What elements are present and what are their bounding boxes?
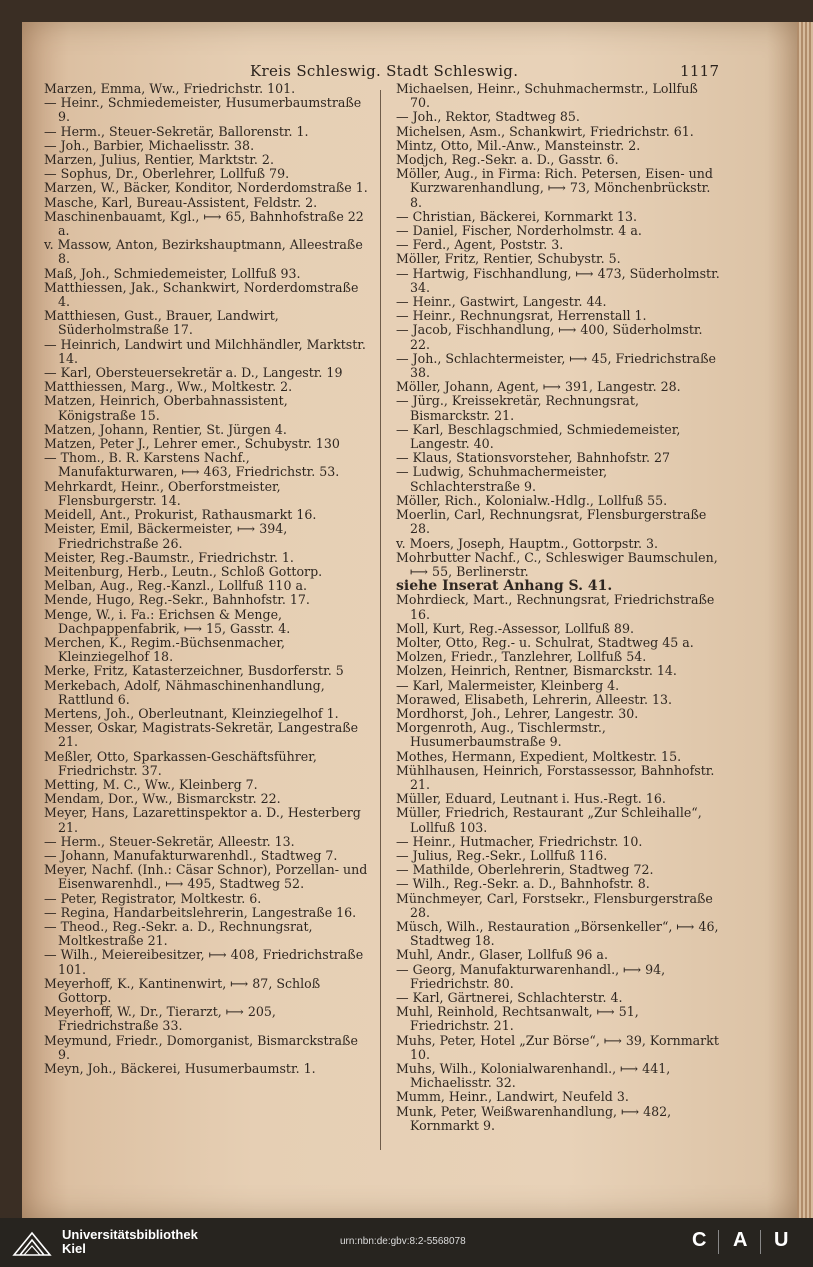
directory-entry: Möller, Johann, Agent, ⟼ 391, Langestr. 28. <box>396 379 681 395</box>
directory-entry: — Peter, Registrator, Moltkestr. 6. <box>44 890 262 906</box>
directory-entry: — Heinrich, Landwirt und Milchhändler, Marktstr. 14. <box>44 336 366 366</box>
directory-entry: Mehrkardt, Heinr., Oberforstmeister, Flensburgerstr. 14. <box>44 478 281 508</box>
cau-separator <box>760 1230 761 1254</box>
directory-entry: Möller, Rich., Kolonialw.-Hdlg., Lollfuß 55. <box>396 492 668 508</box>
directory-entry: Munk, Peter, Weißwarenhandlung, ⟼ 482, Kornmarkt 9. <box>396 1103 672 1133</box>
directory-entry: — Herm., Steuer-Sekretär, Ballorenstr. 1. <box>44 123 309 139</box>
directory-entry: Marzen, Emma, Ww., Friedrichstr. 101. <box>44 81 296 96</box>
directory-entry: — Karl, Malermeister, Kleinberg 4. <box>396 677 620 693</box>
directory-entry: Möller, Aug., in Firma: Rich. Petersen, Eisen- und Kurzwarenhandlung, ⟼ 73, Mönchenbrückstr. 8. <box>396 166 713 210</box>
directory-entry: Moll, Kurt, Reg.-Assessor, Lollfuß 89. <box>396 620 634 636</box>
directory-entry: Möller, Fritz, Rentier, Schubystr. 5. <box>396 251 621 267</box>
directory-entry: Matthiessen, Jak., Schankwirt, Norderdomstraße 4. <box>44 279 359 310</box>
directory-entry: Matthiesen, Gust., Brauer, Landwirt, Süderholmstraße 17. <box>44 308 279 338</box>
directory-entry: — Karl, Obersteuersekretär a. D., Langestr. 19 <box>44 365 343 381</box>
directory-entry: Marzen, W., Bäcker, Konditor, Norderdomstraße 1. <box>44 180 368 196</box>
directory-entry: — Heinr., Rechnungsrat, Herrenstall 1. <box>396 308 647 324</box>
directory-entry: Mühlhausen, Heinrich, Forstassessor, Bahnhofstr. 21. <box>396 762 715 792</box>
urn-identifier: urn:nbn:de:gbv:8:2-5568078 <box>340 1236 466 1247</box>
left-column <box>44 82 369 1076</box>
directory-entry: Meidell, Ant., Prokurist, Rathausmarkt 16. <box>44 507 317 523</box>
page-number: 1117 <box>680 62 720 80</box>
directory-entry: Messer, Oskar, Magistrats-Sekretär, Langestraße 21. <box>44 720 359 750</box>
directory-entry: — Hartwig, Fischhandlung, ⟼ 473, Süderholmstr. 34. <box>396 265 720 295</box>
directory-entry: — Joh., Schlachtermeister, ⟼ 45, Friedrichstraße 38. <box>396 350 716 381</box>
directory-entry: Müsch, Wilh., Restauration „Börsenkeller“, ⟼ 46, Stadtweg 18. <box>396 918 719 949</box>
directory-entry: — Jürg., Kreissekretär, Rechnungsrat, Bismarckstr. 21. <box>396 393 640 423</box>
directory-entry: — Karl, Beschlagschmied, Schmiedemeister, Langestr. 40. <box>396 421 681 452</box>
directory-entry: Mohrbutter Nachf., C., Schleswiger Baumschulen, ⟼ 55, Berlinerstr. <box>396 549 718 579</box>
directory-entry: — Georg, Manufakturwarenhandl., ⟼ 94, Friedrichstr. 80. <box>396 961 666 991</box>
directory-entry: v. Moers, Joseph, Hauptm., Gottorpstr. 3. <box>396 535 659 551</box>
directory-entry: — Mathilde, Oberlehrerin, Stadtweg 72. <box>396 862 654 878</box>
viewer-footer <box>0 1218 813 1267</box>
directory-entry: Mordhorst, Joh., Lehrer, Langestr. 30. <box>396 705 639 721</box>
directory-entry: Morgenroth, Aug., Tischlermstr., Husumerbaumstraße 9. <box>396 720 606 750</box>
directory-entry: — Herm., Steuer-Sekretär, Alleestr. 13. <box>44 833 295 849</box>
directory-entry: — Ferd., Agent, Poststr. 3. <box>396 237 564 253</box>
directory-entry: Muhl, Andr., Glaser, Lollfuß 96 a. <box>396 947 608 963</box>
directory-entry: Münchmeyer, Carl, Forstsekr., Flensburgerstraße 28. <box>396 890 713 920</box>
directory-entry: Meister, Reg.-Baumstr., Friedrichstr. 1. <box>44 549 294 565</box>
page-stack-edge <box>797 22 813 1218</box>
directory-entry: Meitenburg, Herb., Leutn., Schloß Gottorp. <box>44 563 323 579</box>
directory-entry: Maß, Joh., Schmiedemeister, Lollfuß 93. <box>44 265 301 281</box>
cau-letter-a: A <box>733 1229 748 1251</box>
directory-entry: Muhl, Reinhold, Rechtsanwalt, ⟼ 51, Friedrichstr. 21. <box>396 1004 639 1034</box>
directory-entry: Muhs, Peter, Hotel „Zur Börse“, ⟼ 39, Kornmarkt 10. <box>396 1032 719 1062</box>
directory-entry: — Thom., B. R. Karstens Nachf., Manufakturwaren, ⟼ 463, Friedrichstr. 53. <box>44 450 340 480</box>
directory-entry: Melban, Aug., Reg.-Kanzl., Lollfuß 110 a. <box>44 578 308 594</box>
directory-entry: Michelsen, Asm., Schankwirt, Friedrichstr. 61. <box>396 123 694 139</box>
directory-entry: — Julius, Reg.-Sekr., Lollfuß 116. <box>396 847 608 863</box>
directory-entry: Mothes, Hermann, Expedient, Moltkestr. 15. <box>396 748 682 764</box>
directory-entry: Maschinenbauamt, Kgl., ⟼ 65, Bahnhofstraße 22 a. <box>44 208 364 239</box>
directory-entry: v. Massow, Anton, Bezirkshauptmann, Alleestraße 8. <box>44 237 363 267</box>
directory-entry: Marzen, Julius, Rentier, Marktstr. 2. <box>44 152 274 168</box>
directory-entry: Meßler, Otto, Sparkassen-Geschäftsführer, Friedrichstr. 37. <box>44 748 317 778</box>
directory-entry: Matzen, Peter J., Lehrer emer., Schubystr. 130 <box>44 436 340 452</box>
directory-entry: Meyerhoff, W., Dr., Tierarzt, ⟼ 205, Friedrichstraße 33. <box>44 1004 276 1034</box>
directory-entry: — Joh., Barbier, Michaelisstr. 38. <box>44 137 255 153</box>
directory-entry: Matzen, Heinrich, Oberbahnassistent, Königstraße 15. <box>44 393 288 423</box>
running-header: Kreis Schleswig. Stadt Schleswig. <box>250 62 519 80</box>
directory-entry: — Wilh., Reg.-Sekr. a. D., Bahnhofstr. 8. <box>396 876 650 892</box>
directory-entry: Meyer, Hans, Lazarettinspektor a. D., Hesterberg 21. <box>44 805 361 835</box>
directory-entry: — Christian, Bäckerei, Kornmarkt 13. <box>396 208 637 224</box>
directory-entry: Mende, Hugo, Reg.-Sekr., Bahnhofstr. 17. <box>44 592 310 608</box>
cau-letter-c: C <box>692 1229 707 1251</box>
directory-entry: Metting, M. C., Ww., Kleinberg 7. <box>44 776 258 792</box>
directory-entry: — Heinr., Hutmacher, Friedrichstr. 10. <box>396 833 643 849</box>
directory-entry: — Klaus, Stationsvorsteher, Bahnhofstr. 27 <box>396 450 670 466</box>
library-name <box>62 1228 198 1256</box>
directory-entry: — Jacob, Fischhandlung, ⟼ 400, Süderholmstr. 22. <box>396 322 703 352</box>
directory-entry: — Karl, Gärtnerei, Schlachterstr. 4. <box>396 990 623 1005</box>
directory-entry: Mertens, Joh., Oberleutnant, Kleinziegelhof 1. <box>44 705 339 721</box>
directory-entry: — Wilh., Meiereibesitzer, ⟼ 408, Friedrichstraße 101. <box>44 947 364 977</box>
directory-entry: Meyn, Joh., Bäckerei, Husumerbaumstr. 1. <box>44 1061 316 1077</box>
directory-entry: Molzen, Friedr., Tanzlehrer, Lollfuß 54. <box>396 649 647 665</box>
column-divider <box>380 90 381 1150</box>
right-column <box>396 82 721 1133</box>
directory-entry: Michaelsen, Heinr., Schuhmachermstr., Lollfuß 70. <box>396 81 698 111</box>
directory-entry: Mohrdieck, Mart., Rechnungsrat, Friedrichstraße 16. <box>396 592 715 622</box>
directory-entry: Mendam, Dor., Ww., Bismarckstr. 22. <box>44 791 281 807</box>
directory-entry: Moerlin, Carl, Rechnungsrat, Flensburgerstraße 28. <box>396 507 707 537</box>
directory-entry: Muhs, Wilh., Kolonialwarenhandl., ⟼ 441, Michaelisstr. 32. <box>396 1061 671 1091</box>
directory-entry: — Heinr., Schmiedemeister, Husumerbaumstraße 9. <box>44 95 362 125</box>
directory-entry: Müller, Friedrich, Restaurant „Zur Schleihalle“, Lollfuß 103. <box>396 805 702 835</box>
ad-reference: siehe Inserat Anhang S. 41. <box>396 578 613 595</box>
directory-entry: Matzen, Johann, Rentier, St. Jürgen 4. <box>44 421 287 437</box>
directory-entry: Meyer, Nachf. (Inh.: Cäsar Schnor), Porzellan- und Eisenwarenhdl., ⟼ 495, Stadtweg 52. <box>44 862 368 892</box>
directory-entry: — Heinr., Gastwirt, Langestr. 44. <box>396 294 607 310</box>
cau-separator <box>718 1230 719 1254</box>
directory-entry: — Johann, Manufakturwarenhdl., Stadtweg 7. <box>44 847 338 863</box>
library-name-line2: Kiel <box>62 1241 86 1256</box>
directory-entry: — Regina, Handarbeitslehrerin, Langestraße 16. <box>44 904 357 920</box>
directory-entry: Meyerhoff, K., Kantinenwirt, ⟼ 87, Schloß Gottorp. <box>44 975 321 1005</box>
directory-entry: Molzen, Heinrich, Rentner, Bismarckstr. 14. <box>396 663 677 679</box>
directory-entry: Masche, Karl, Bureau-Assistent, Feldstr. 2. <box>44 194 318 210</box>
library-logo-icon <box>12 1229 52 1257</box>
directory-entry: Merke, Fritz, Katasterzeichner, Busdorferstr. 5 <box>44 663 344 679</box>
directory-entry: — Theod., Reg.-Sekr. a. D., Rechnungsrat, Moltkestraße 21. <box>44 918 313 949</box>
directory-entry: — Daniel, Fischer, Norderholmstr. 4 a. <box>396 223 642 239</box>
directory-entry: Mumm, Heinr., Landwirt, Neufeld 3. <box>396 1089 629 1105</box>
directory-entry: — Joh., Rektor, Stadtweg 85. <box>396 109 580 125</box>
library-name-line1: Universitätsbibliothek <box>62 1227 198 1242</box>
directory-entry: Müller, Eduard, Leutnant i. Hus.-Regt. 16. <box>396 791 666 807</box>
directory-entry: Menge, W., i. Fa.: Erichsen & Menge, Dachpappenfabrik, ⟼ 15, Gasstr. 4. <box>44 606 291 636</box>
directory-entry: Modjch, Reg.-Sekr. a. D., Gasstr. 6. <box>396 152 619 168</box>
directory-entry: Merkebach, Adolf, Nähmaschinenhandlung, Rattlund 6. <box>44 677 325 707</box>
cau-letter-u: U <box>774 1229 789 1251</box>
directory-entry: — Sophus, Dr., Oberlehrer, Lollfuß 79. <box>44 166 290 182</box>
directory-entry: Mintz, Otto, Mil.-Anw., Mansteinstr. 2. <box>396 137 641 153</box>
directory-entry: Molter, Otto, Reg.- u. Schulrat, Stadtweg 45 a. <box>396 634 694 650</box>
directory-entry: Merchen, K., Regim.-Büchsenmacher, Kleinziegelhof 18. <box>44 634 286 665</box>
directory-entry: — Ludwig, Schuhmachermeister, Schlachterstraße 9. <box>396 464 608 494</box>
directory-entry: Morawed, Elisabeth, Lehrerin, Alleestr. 13. <box>396 691 673 707</box>
directory-entry: Meister, Emil, Bäckermeister, ⟼ 394, Friedrichstraße 26. <box>44 521 288 551</box>
directory-entry: Matthiessen, Marg., Ww., Moltkestr. 2. <box>44 379 293 395</box>
directory-entry: Meymund, Friedr., Domorganist, Bismarckstraße 9. <box>44 1032 358 1062</box>
